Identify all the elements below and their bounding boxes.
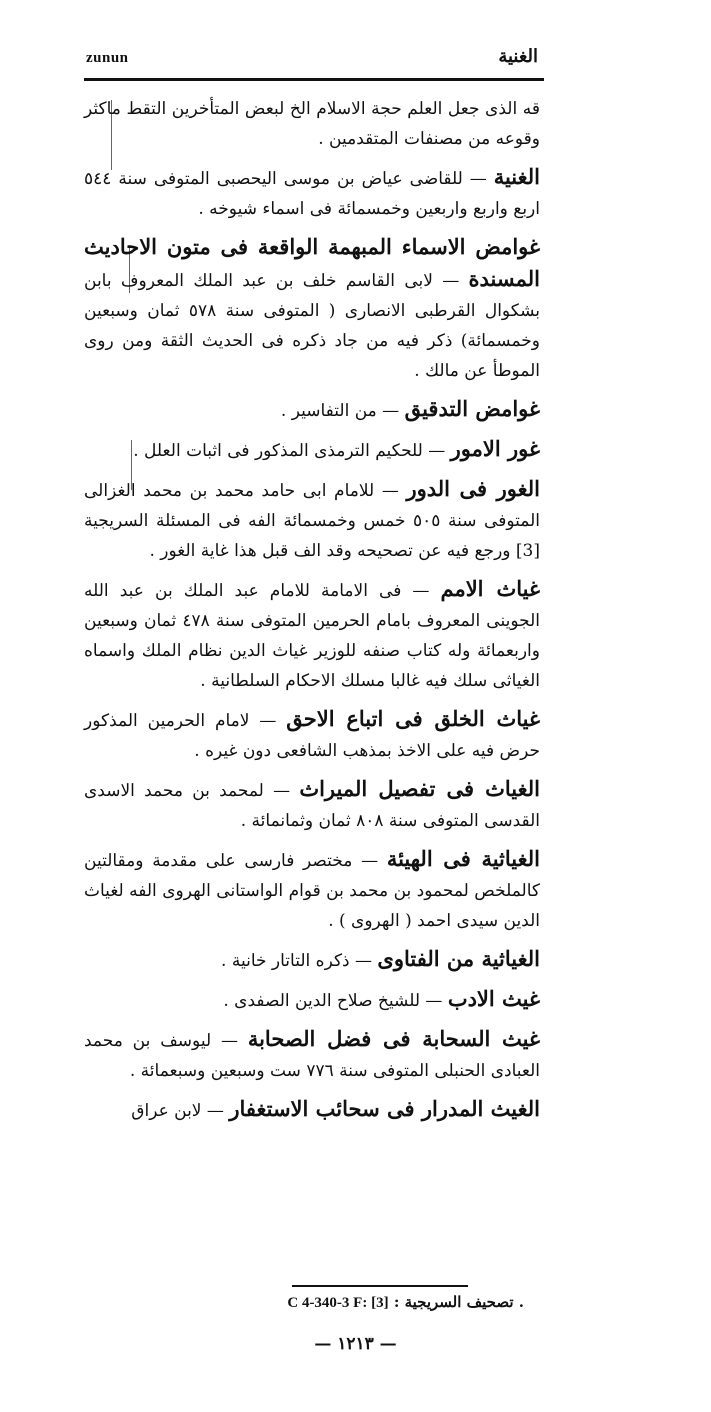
page-number: — ١٢١٣ —: [314, 1334, 397, 1354]
footnote-rule: [292, 1285, 468, 1287]
entry-text: — لمحمد بن محمد الاسدى القدسى المتوفى سنة ٨٠٨ ثمان وثمانمائة .: [84, 781, 540, 831]
entry: [84, 474, 540, 566]
entry-headword: غوامض التدقيق: [404, 396, 540, 421]
footnote-arabic: . تصحيف السريجية :: [393, 1293, 524, 1311]
entry: [84, 1024, 540, 1086]
entry: [84, 92, 540, 154]
entry-headword: الغنية: [493, 164, 540, 189]
entry: [84, 944, 540, 976]
entry: [84, 844, 540, 936]
entry-text: — للشيخ صلاح الدين الصفدى .: [223, 991, 448, 1011]
entry-text: — لابى القاسم خلف بن عبد الملك المعروف بابن بشكوال القرطبى الانصارى ( المتوفى سنة ٥٧٨ ثمان وسبعين وخمسمائة) ذكر فيه من جاد ذكره فى الحديث الثقة ومن روى الموطأ عن مالك .: [84, 271, 540, 381]
entry-headword: غيث السحابة فى فضل الصحابة: [247, 1026, 540, 1051]
entry: [84, 162, 540, 224]
entry-headword: غياث الامم: [440, 576, 540, 601]
entry-headword: الغياث فى تفصيل الميراث: [299, 776, 540, 801]
footnote: [84, 1293, 524, 1312]
entry-headword: غيث الادب: [447, 986, 540, 1011]
entry-headword: الغياثية من الفتاوى: [377, 946, 540, 971]
header-rule: [84, 78, 544, 81]
entry-headword: الغور فى الدور: [406, 476, 540, 501]
entry-text: — للحكيم الترمذى المذكور فى اثبات العلل .: [133, 441, 451, 461]
running-head: الغنية: [498, 46, 538, 67]
entry: [84, 984, 540, 1016]
entry: [84, 232, 540, 386]
entry-text: — ليوسف بن محمد العبادى الحنبلى المتوفى سنة ٧٧٦ ست وسبعين وسبعمائة .: [84, 1031, 540, 1081]
dictionary-body: [84, 92, 540, 1134]
entry-text: — لامام الحرمين المذكور حرض فيه على الاخذ بمذهب الشافعى دون غيره .: [84, 711, 540, 761]
entry-headword: غور الامور: [450, 436, 540, 461]
entry: [84, 1094, 540, 1126]
entry-text: — مختصر فارسى على مقدمة ومقالتين كالملخص لمحمود بن محمد بن قوام الواستانى الهروى الفه لغياث الدين سيدى احمد ( الهروى ) .: [84, 851, 540, 931]
page-header: [86, 48, 538, 74]
entry: [84, 704, 540, 766]
entry-text: — لابن عراق: [131, 1101, 230, 1121]
footnote-reference: C 4-340-3 F: [3]: [287, 1295, 389, 1311]
header-left-label: zunun: [86, 50, 129, 66]
entry-text: قه الذى جعل العلم حجة الاسلام الخ لبعض المتأخرين التقط ماكثر وقوعه من مصنفات المتقدمين .: [84, 99, 540, 149]
entry-headword: غياث الخلق فى اتباع الاحق: [286, 706, 541, 731]
entry-headword: الغياثية فى الهيئة: [386, 846, 540, 871]
entry-text: — ذكره التاتار خانية .: [221, 951, 378, 971]
entry: [84, 574, 540, 696]
entry-text: — من التفاسير .: [280, 401, 405, 421]
entry: [84, 434, 540, 466]
entry-text: — للقاضى عياض بن موسى اليحصبى المتوفى سنة ٥٤٤ اربع واربع واربعين وخمسمائة فى اسماء شيوخه .: [84, 169, 540, 219]
entry: [84, 774, 540, 836]
entry-text: — فى الامامة للامام عبد الملك بن عبد الله الجوينى المعروف بامام الحرمين المتوفى سنة ٤٧٨ ثمان وسبعين واربعمائة وله كتاب صنفه للوزير غياث الدين نظام الملك واسماه الغياثى سلك فيه غالبا مسلك الاحكام السلطانية .: [84, 581, 540, 691]
entry-text: — للامام ابى حامد محمد بن محمد الغزالى المتوفى سنة ٥٠٥ خمس وخمسمائة الفه فى المسئلة السريجية [3] ورجع فيه عن تصحيحه وقد الف قبل هذا غاية الغور .: [84, 481, 540, 561]
entry-headword: غوامض الاسماء المبهمة الواقعة فى متون الاحاديث المسندة: [84, 234, 540, 291]
entry-headword: الغيث المدرار فى سحائب الاستغفار: [229, 1096, 540, 1121]
entry: [84, 394, 540, 426]
